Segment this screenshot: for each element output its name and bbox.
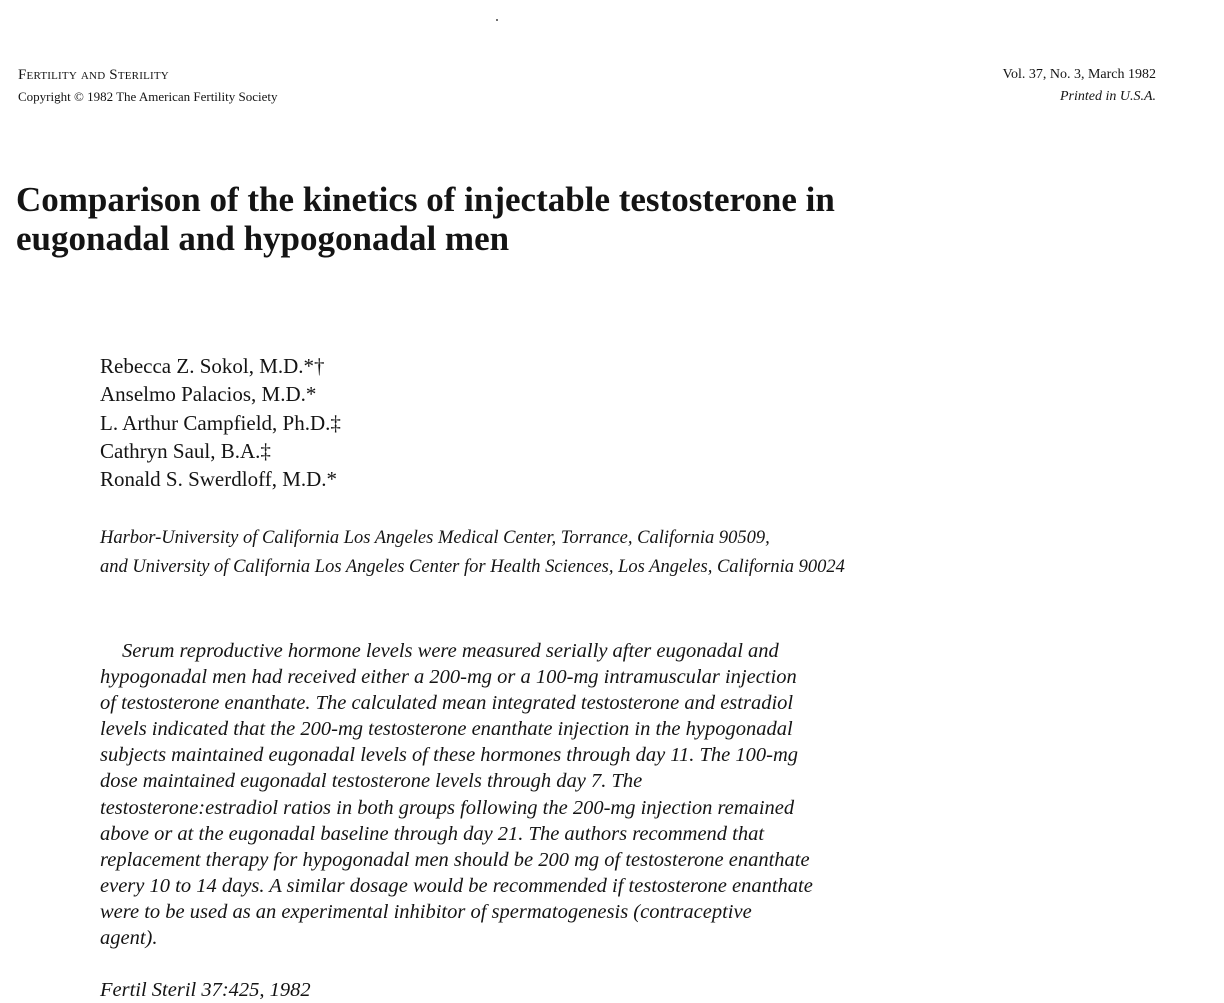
- abstract-line: above or at the eugonadal baseline through day 21. The authors recommend that: [100, 822, 765, 845]
- article-title-line: eugonadal and hypogonadal men: [16, 219, 510, 258]
- abstract-line: dose maintained eugonadal testosterone levels through day 7. The: [100, 770, 643, 793]
- abstract-line: testosterone:estradiol ratios in both groups following the 200-mg injection remained: [100, 796, 795, 819]
- author-list: [100, 352, 341, 493]
- article-title-line: Comparison of the kinetics of injectable testosterone in: [16, 180, 835, 219]
- printed-location: Printed in U.S.A.: [1059, 89, 1156, 104]
- author: L. Arthur Campfield, Ph.D.‡: [100, 410, 341, 435]
- copyright-notice: Copyright © 1982 The American Fertility Society: [18, 89, 278, 104]
- abstract-line: replacement therapy for hypogonadal men should be 200 mg of testosterone enanthate: [100, 848, 810, 871]
- scan-speck: [496, 19, 498, 21]
- affiliation-line: Harbor-University of California Los Angeles Medical Center, Torrance, California 90509,: [100, 528, 770, 548]
- journal-name: Fertility and Sterility: [18, 67, 169, 83]
- journal-header: [18, 64, 278, 108]
- abstract-line: Serum reproductive hormone levels were measured serially after eugonadal and: [122, 640, 779, 662]
- abstract-line: every 10 to 14 days. A similar dosage would be recommended if testosterone enanthate: [100, 874, 813, 897]
- abstract-line: subjects maintained eugonadal levels of these hormones through day 11. The 100-mg: [100, 744, 799, 767]
- volume-issue: Vol. 37, No. 3, March 1982: [1002, 67, 1156, 82]
- author: Rebecca Z. Sokol, M.D.*†: [100, 354, 325, 378]
- author: Anselmo Palacios, M.D.*: [100, 382, 317, 407]
- affiliation: [100, 524, 845, 582]
- abstract-line: hypogonadal men had received either a 200-mg or a 100-mg intramuscular injection: [100, 666, 797, 689]
- abstract-line: of testosterone enanthate. The calculated mean integrated testosterone and estradiol: [100, 692, 794, 715]
- author: Ronald S. Swerdloff, M.D.*: [100, 467, 338, 492]
- abstract-line-end: agent).: [100, 927, 158, 950]
- abstract-line: levels indicated that the 200-mg testosterone enanthate injection in the hypogonadal: [100, 718, 793, 741]
- author: Cathryn Saul, B.A.‡: [100, 438, 271, 463]
- article-title: [16, 180, 1016, 258]
- abstract: [100, 638, 813, 1003]
- affiliation-line: and University of California Los Angeles Center for Health Sciences, Los Angeles, California 90024: [100, 557, 845, 577]
- abstract-line: were to be used as an experimental inhibitor of spermatogenesis (contraceptive: [100, 900, 752, 923]
- citation: Fertil Steril 37:425, 1982: [100, 979, 311, 1002]
- abstract-last-line: [100, 925, 813, 1003]
- issue-info: [1003, 64, 1156, 108]
